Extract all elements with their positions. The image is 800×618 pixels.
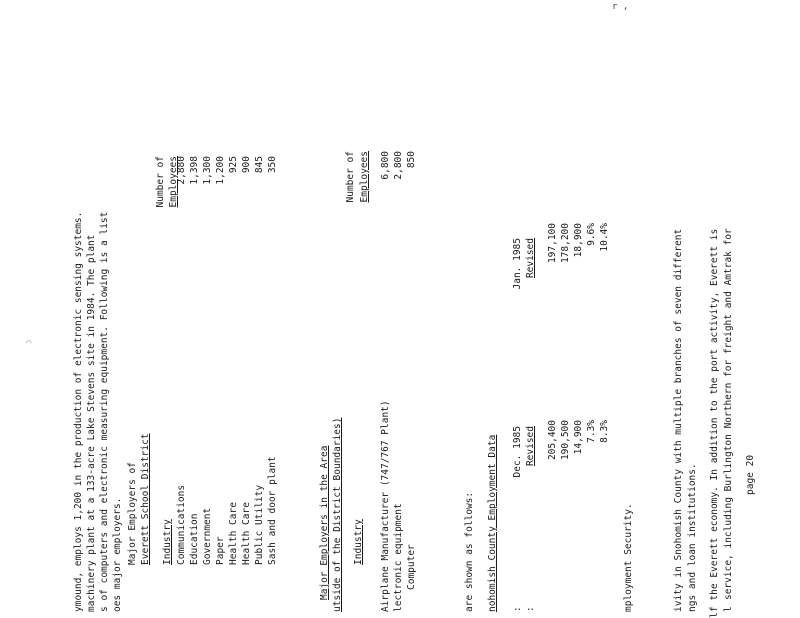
area-table-industry-header: Industry [353, 519, 364, 565]
school-industry-3: Government [202, 507, 213, 565]
area-table-title-1: Major Employers in the Area [319, 445, 330, 600]
school-table-title-1: Major Employers of [127, 462, 138, 565]
school-emp-3: 1,300 [202, 156, 213, 185]
page-number: page 20 [745, 454, 756, 495]
intro-line-3: s of computers and electronic measuring equipment. Following is a list [99, 211, 110, 612]
school-industry-7: Public Utility [254, 484, 265, 565]
area-industry-3: Computer [406, 544, 417, 590]
area-emp-header-1: Number of [345, 151, 356, 203]
employment-col1-header: Dec. 1985 [512, 426, 523, 478]
employment-col1-value-3: 14,900 [573, 420, 584, 455]
employment-col2-value-4: 9.6% [586, 223, 597, 246]
school-emp-5: 925 [228, 156, 239, 174]
bottom-line-4: service, including Burlington Northern for freight and Amtrak for [723, 228, 734, 600]
school-table-title-2: Everett School District [140, 433, 151, 565]
bottom-line-3: f the Everett economy. In addition to the port activity, Everett is [709, 228, 720, 612]
intro-line-4: oes major employers. [112, 497, 123, 612]
school-industry-5: Health Care [228, 502, 239, 565]
employment-col2-header: Jan. 1985 [512, 238, 523, 290]
school-table-industry-header: Industry [162, 519, 173, 565]
employment-col1-sub: Revised [525, 426, 536, 467]
bottom-line-1: ivity in Snohomish County with multiple branches of seven different [673, 228, 684, 612]
employment-row-mark-2: : [525, 606, 536, 612]
employment-col2-value-1: 197,100 [547, 223, 558, 264]
school-emp-4: 1,200 [215, 156, 226, 185]
employment-col1-value-5: 8.3% [599, 420, 610, 443]
header-marks: r , [612, 2, 629, 12]
school-emp-7: 845 [254, 156, 265, 174]
shown-as-follows-line: are shown as follows: [464, 491, 475, 612]
school-emp-header-2: Employees [168, 156, 179, 208]
intro-line-2: machinery plant at a 133-acre Lake Stevens site in 1984. The plant [86, 234, 97, 612]
employment-table-title: nohomish County Employment Data [487, 434, 498, 612]
school-emp-1: 2,880 [176, 156, 187, 185]
school-industry-6: Health Care [241, 502, 252, 565]
area-emp-2: 2,800 [393, 151, 404, 180]
area-emp-3: 850 [406, 151, 417, 169]
employment-col1-value-1: 205,400 [547, 420, 558, 461]
school-emp-8: 350 [267, 156, 278, 174]
employment-col2-value-2: 178,200 [560, 223, 571, 264]
area-emp-header-2: Employees [359, 151, 370, 203]
bottom-mark-upper: l [709, 612, 720, 618]
employment-col2-value-3: 18,900 [573, 223, 584, 258]
employment-col1-value-4: 7.3% [586, 420, 597, 443]
school-industry-4: Paper [215, 536, 226, 565]
employment-security-line: mployment Security. [623, 503, 634, 612]
area-industry-2: lectronic equipment [393, 503, 404, 612]
school-industry-1: Communications [176, 484, 187, 565]
employment-col1-value-2: 190,500 [560, 420, 571, 461]
bottom-mark: l [723, 606, 734, 612]
area-industry-1: Airplane Manufacturer (747/767 Plant) [380, 400, 391, 612]
school-emp-6: 900 [241, 156, 252, 174]
employment-col2-sub: Revised [525, 238, 536, 279]
employment-row-mark-1: : [512, 606, 523, 612]
scan-speck: ⌒ [26, 338, 32, 348]
area-table-title-2: utside of the District Boundaries) [332, 417, 343, 612]
school-industry-8: Sash and door plant [267, 456, 278, 565]
employment-col2-value-5: 10.4% [599, 223, 610, 252]
intro-line-1: ymound, employs 1,200 in the production of electronic sensing systems. [73, 211, 84, 612]
school-emp-header-1: Number of [155, 156, 166, 208]
bottom-line-2: ngs and loan institutions. [687, 463, 698, 612]
school-industry-2: Education [189, 513, 200, 565]
school-emp-2: 1,398 [189, 156, 200, 185]
area-emp-1: 6,800 [380, 151, 391, 180]
